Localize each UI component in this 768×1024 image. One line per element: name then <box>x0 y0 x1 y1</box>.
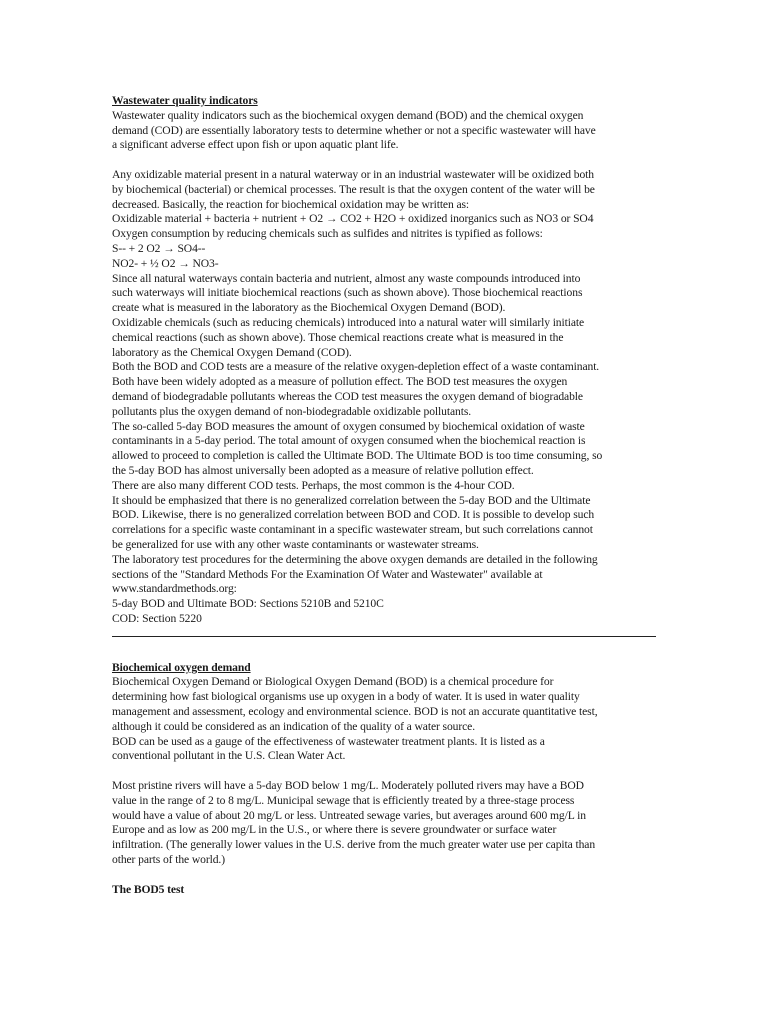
text-line: create what is measured in the laboratory as the Biochemical Oxygen Demand (BOD). <box>112 301 506 315</box>
text-line: Europe and as low as 200 mg/L in the U.S., or where there is severe groundwater or surface water <box>112 823 557 837</box>
paragraph-gap <box>112 868 660 883</box>
text-line: chemical reactions (such as shown above). Those chemical reactions create what is measured in the <box>112 330 564 344</box>
paragraph-gap <box>112 764 660 779</box>
text-line: Oxidizable chemicals (such as reducing chemicals) introduced into a natural water will similarly initiate <box>112 315 585 329</box>
text-line: Since all natural waterways contain bacteria and nutrient, almost any waste compounds introduced into <box>112 271 581 285</box>
paragraph-gap <box>112 153 660 168</box>
text-line: although it could be considered as an indication of the quality of a water source. <box>112 719 476 733</box>
text-line: conventional pollutant in the U.S. Clean Water Act. <box>112 749 346 763</box>
paragraph-bod-values <box>112 779 660 868</box>
text-line: The so-called 5-day BOD measures the amount of oxygen consumed by biochemical oxidation of waste <box>112 419 585 433</box>
text-line: correlations for a specific waste contaminant in a specific wastewater stream, but such correlations cannot <box>112 523 593 537</box>
text-line: Both the BOD and COD tests are a measure of the relative oxygen-depletion effect of a waste contaminant. <box>112 360 600 374</box>
text-line: Wastewater quality indicators such as the biochemical oxygen demand (BOD) and the chemical oxygen <box>112 108 584 122</box>
section-gap <box>112 637 660 661</box>
text-line: BOD. Likewise, there is no generalized correlation between BOD and COD. It is possible to develop such <box>112 508 595 522</box>
text-line: decreased. Basically, the reaction for biochemical oxidation may be written as: <box>112 197 470 211</box>
text-line: demand of biodegradable pollutants whereas the COD test measures the oxygen demand of biogradable <box>112 389 583 403</box>
text-line: BOD can be used as a gauge of the effectiveness of wastewater treatment plants. It is listed as a <box>112 734 545 748</box>
paragraph-oxidation <box>112 168 660 627</box>
section-heading-bod: Biochemical oxygen demand <box>112 660 251 674</box>
text-line: determining how fast biological organisms use up oxygen in a body of water. It is used in water quality <box>112 690 580 704</box>
text-line: allowed to proceed to completion is called the Ultimate BOD. The Ultimate BOD is too time consuming, so <box>112 449 603 463</box>
text-line: management and assessment, ecology and environmental science. BOD is not an accurate quantitative test, <box>112 705 598 719</box>
text-line: Most pristine rivers will have a 5-day BOD below 1 mg/L. Moderately polluted rivers may have a BOD <box>112 779 584 793</box>
text-line: the 5-day BOD has almost universally been adopted as a measure of relative pollution effect. <box>112 463 534 477</box>
text-line: laboratory as the Chemical Oxygen Demand (COD). <box>112 345 352 359</box>
text-line: be generalized for use with any other waste contaminants or wastewater streams. <box>112 537 479 551</box>
section-heading-bod5-test: The BOD5 test <box>112 882 185 896</box>
equation-line: Oxidizable material + bacteria + nutrient + O2 → CO2 + H2O + oxidized inorganics such as NO3 or SO4 <box>112 212 594 226</box>
text-line: There are also many different COD tests. Perhaps, the most common is the 4-hour COD. <box>112 478 515 492</box>
paragraph-bod-definition <box>112 675 660 764</box>
equation-line: NO2- + ½ O2 → NO3- <box>112 256 219 270</box>
text-line: Oxygen consumption by reducing chemicals such as sulfides and nitrites is typified as follows: <box>112 227 543 241</box>
text-line: would have a value of about 20 mg/L or less. Untreated sewage varies, but averages around 600 mg/L in <box>112 808 586 822</box>
text-line: It should be emphasized that there is no generalized correlation between the 5-day BOD and the Ultimate <box>112 493 591 507</box>
text-line: other parts of the world.) <box>112 853 225 867</box>
equation-line: S-- + 2 O2 → SO4-- <box>112 241 206 255</box>
text-line: by biochemical (bacterial) or chemical processes. The result is that the oxygen content of the water will be <box>112 182 595 196</box>
document-page <box>112 94 660 897</box>
text-line: COD: Section 5220 <box>112 611 202 625</box>
text-line: infiltration. (The generally lower values in the U.S. derive from the much greater water use per capita than <box>112 838 596 852</box>
text-line: The laboratory test procedures for the determining the above oxygen demands are detailed in the following <box>112 552 598 566</box>
text-line: 5-day BOD and Ultimate BOD: Sections 5210B and 5210C <box>112 597 384 611</box>
text-line: Biochemical Oxygen Demand or Biological Oxygen Demand (BOD) is a chemical procedure for <box>112 675 554 689</box>
paragraph-intro <box>112 109 660 153</box>
text-line: contaminants in a 5-day period. The total amount of oxygen consumed when the biochemical reaction is <box>112 434 586 448</box>
text-line: Any oxidizable material present in a natural waterway or in an industrial wastewater will be oxidized both <box>112 167 594 181</box>
text-line: www.standardmethods.org: <box>112 582 237 596</box>
text-line: pollutants plus the oxygen demand of non-biodegradable oxidizable pollutants. <box>112 404 472 418</box>
text-line: Both have been widely adopted as a measure of pollution effect. The BOD test measures the oxygen <box>112 375 568 389</box>
text-line: value in the range of 2 to 8 mg/L. Municipal sewage that is efficiently treated by a three-stage process <box>112 793 575 807</box>
text-line: demand (COD) are essentially laboratory tests to determine whether or not a specific wastewater will have <box>112 123 596 137</box>
text-line: a significant adverse effect upon fish or upon aquatic plant life. <box>112 138 399 152</box>
section-heading-wastewater: Wastewater quality indicators <box>112 94 258 107</box>
text-line: such waterways will initiate biochemical reactions (such as shown above). Those biochemical reactions <box>112 286 583 300</box>
text-line: sections of the "Standard Methods For the Examination Of Water and Wastewater" available at <box>112 567 543 581</box>
